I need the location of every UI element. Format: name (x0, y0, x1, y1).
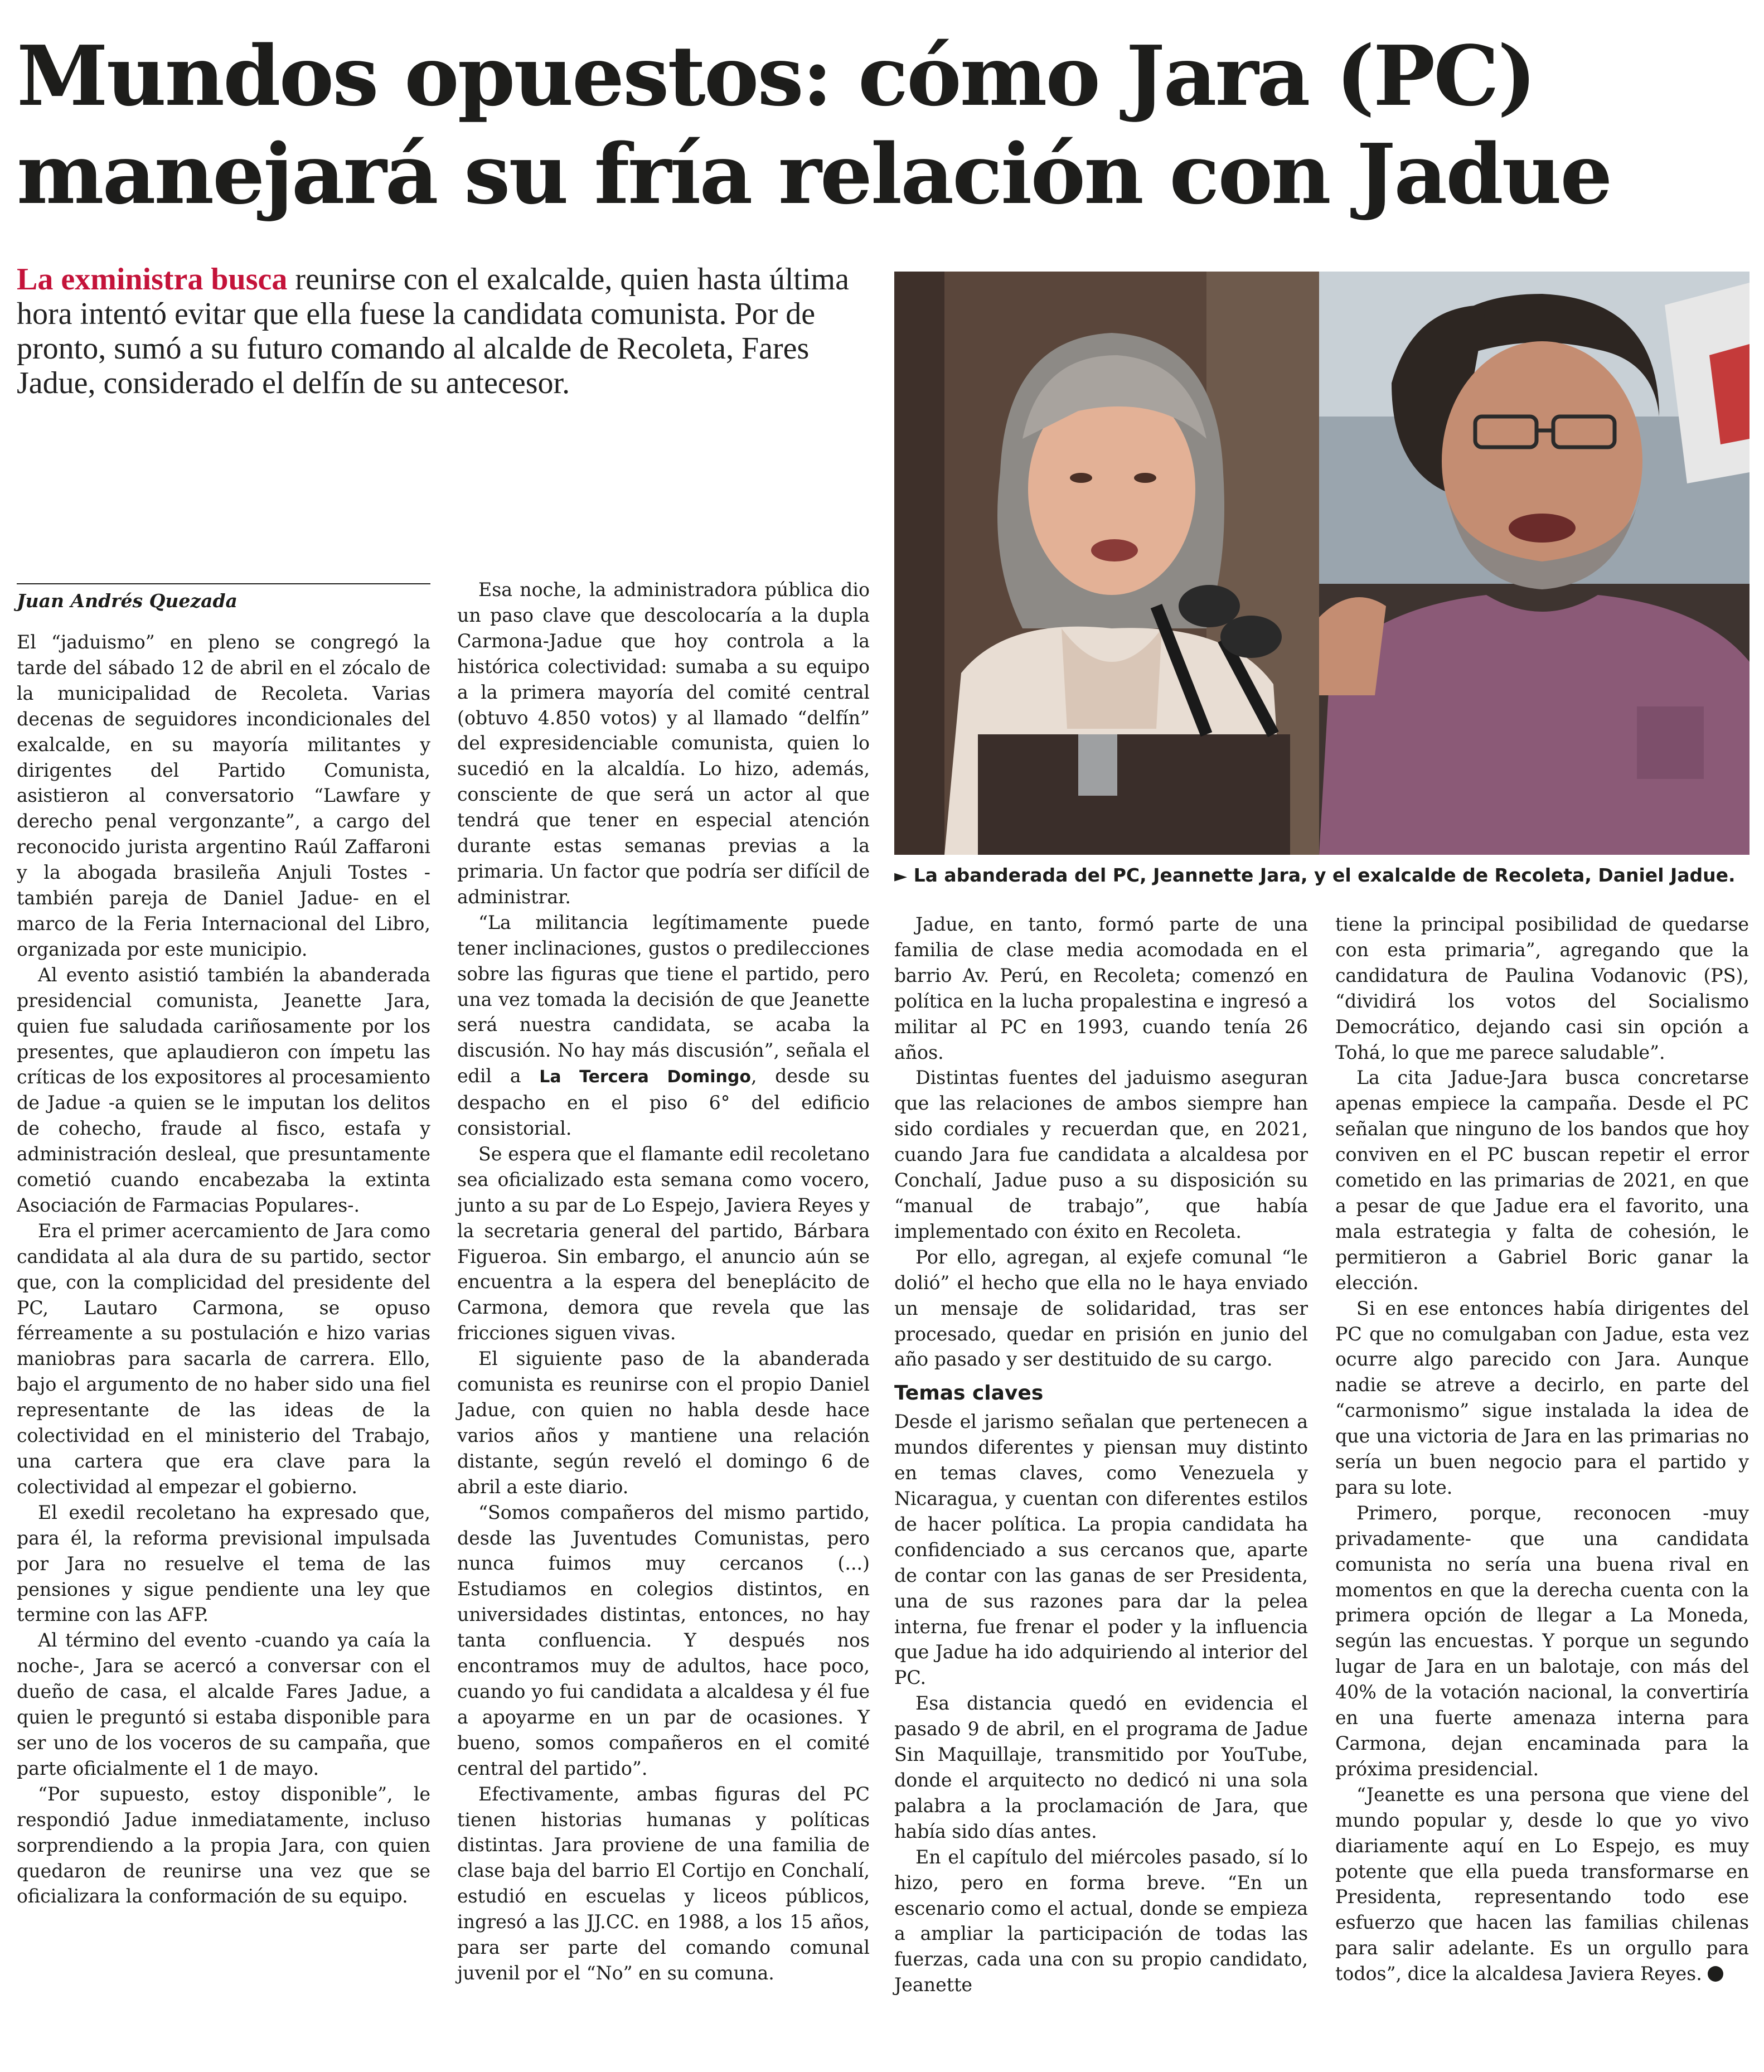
lead-text: reunirse con el exalcalde, quien hasta última hora intentó evitar que ella fuese la candidata comunista. Por de pronto, sumó a su futuro comando al alcalde de Recoleta, Fares Jadue, considerado el delfín de su antecesor. (17, 262, 849, 400)
headline-line-1: Mundos opuestos: cómo Jara (PC) (17, 27, 1535, 124)
jadue-illustration (1319, 272, 1750, 855)
body-paragraph (1335, 1782, 1749, 1987)
body-paragraph: Esa noche, la administradora pública dio un paso clave que descolocaría a la dupla Carmona-Jadue que hoy controla a la histórica colectividad: sumaba a su equipo a la primera mayoría del comité central (obtuvo 4.850 votos) y al llamado “delfín” del expresidenciable comunista, quien lo sucedió en la alcaldía. Lo hizo, además, consciente de que será un actor al que tendrá que tener en especial atención durante estas semanas previas a la primaria. Un factor que podría ser difícil de administrar. (457, 579, 870, 908)
body-paragraph: Jadue, en tanto, formó parte de una familia de clase media acomodada en el barrio Av. Perú, en Recoleta; comenzó en política en la lucha propalestina e ingresó a militar al PC en 1993, cuando tenía 26 años. (894, 913, 1308, 1063)
body-paragraph: tiene la principal posibilidad de quedarse con esta primaria”, agregando que la candidatura de Paulina Vodanovic (PS), “dividirá los votos del Socialismo Democrático, dejando casi sin opción a Tohá, lo que me parece saludable”. (1335, 913, 1749, 1063)
caption-text: La abanderada del PC, Jeannette Jara, y el exalcalde de Recoleta, Daniel Jadue. (913, 864, 1736, 886)
body-paragraph: Si en ese entonces había dirigentes del PC que no comulgaban con Jadue, esta vez ocurre algo parecido con Jara. Aunque nadie se atreve a decirlo, en parte del “carmonismo” sigue instalada la idea de que una victoria de Jara en las primarias no sería un buen negocio para el partido y para su lote. (1335, 1297, 1749, 1498)
body-paragraph: La cita Jadue-Jara busca concretarse apenas empiece la campaña. Desde el PC señalan que ninguno de los bandos que hoy conviven en el PC buscan repetir el error cometido en las primarias de 2021, en que a pesar de que Jadue era el favorito, una mala estrategia y falta de cohesión, le permitieron a Gabriel Boric ganar la elección. (1335, 1067, 1749, 1294)
body-paragraph: Al término del evento -cuando ya caía la noche-, Jara se acercó a conversar con el dueño de casa, el alcalde Fares Jadue, a quien le preguntó si estaba disponible para ser uno de los voceros de su campaña, que parte oficialmente el 1 de mayo. (17, 1629, 430, 1779)
body-paragraph: Primero, porque, reconocen -muy privadamente- que una candidata comunista no sería una buena rival en momentos en que la derecha cuenta con la primera opción de llegar a La Moneda, según las encuestas. Y porque un segundo lugar de Jara en un balotaje, con más del 40% de la votación nacional, la convertiría en una fuerte amenaza interna para Carmona, dejan encaminada para la próxima presidencial. (1335, 1502, 1749, 1780)
lead-paragraph (17, 262, 875, 400)
body-paragraph: Desde el jarismo señalan que pertenecen a mundos diferentes y piensan muy distinto en temas claves, como Venezuela y Nicaragua, y cuentan con diferentes estilos de hacer política. La propia candidata ha confidenciado a sus cercanos que, aparte de contar con las ganas de ser Presidenta, una de sus razones para dar la pelea interna, fue frenar el poder y la influencia que Jadue ha ido adquiriendo al interior del PC. (894, 1411, 1308, 1689)
quote-text: “La militancia legítimamente puede tener inclinaciones, gustos o predilecciones sobre las figuras que tiene el partido, pero una vez tomada la decisión de que Jeanette será nuestra candidata, se acaba la discusión. No hay más discusión”, señala el edil a (457, 911, 870, 1087)
byline: Juan Andrés Quezada (17, 590, 238, 612)
body-paragraph: “Por supuesto, estoy disponible”, le respondió Jadue inmediatamente, incluso sorprendiendo a la propia Jara, con quien quedaron de reunirse una vez que se oficializara la conformación de su equipo. (17, 1783, 430, 1908)
photo-jeannette-jara (894, 272, 1319, 855)
body-paragraph: Se espera que el flamante edil recoletano sea oficializado esta semana como vocero, junto a su par de Lo Espejo, Javiera Reyes y la secretaria general del partido, Bárbara Figueroa. Sin embargo, el anuncio aún se encuentra a la espera del beneplácito de Carmona, demora que revela que las fricciones siguen vivas. (457, 1142, 870, 1344)
body-paragraph: “Somos compañeros del mismo partido, desde las Juventudes Comunistas, pero nunca fuimos muy cercanos (...) Estudiamos en colegios distintos, en universidades distintas, entonces, no hay tanta confluencia. Y después nos encontramos muy de adultos, hace poco, cuando yo fui candidata a alcaldesa y él fue a apoyarme en un par de ocasiones. Y bueno, somos compañeros en el comité central del partido”. (457, 1501, 870, 1779)
closing-quote: “Jeanette es una persona que viene del mundo popular y, desde lo que yo vivo diariamente aquí en Lo Espejo, es muy potente que ella pueda transformarse en Presidenta, representando todo ese esfuerzo que hacen las familias chilenas para salir adelante. Es un orgullo para todos”, dice la alcaldesa Javiera Reyes. (1335, 1783, 1749, 1985)
body-paragraph: Efectivamente, ambas figuras del PC tienen historias humanas y políticas distintas. Jara proviene de una familia de clase baja del barrio El Cortijo en Conchalí, estudió en escuelas y liceos públicos, ingresó a las JJ.CC. en 1988, a los 15 años, para ser parte del comando comunal juvenil por el “No” en su comuna. (457, 1783, 870, 1984)
body-paragraph: Esa distancia quedó en evidencia el pasado 9 de abril, en el programa de Jadue Sin Maquillaje, transmitido por YouTube, donde el arquitecto no dedicó ni una sola palabra a la proclamación de Jara, que había sido días antes. (894, 1692, 1308, 1842)
body-paragraph: Distintas fuentes del jaduismo aseguran que las relaciones de ambos siempre han sido cordiales y recuerdan que, en 2021, cuando Jara fue candidata a alcaldesa por Conchalí, Jadue puso a su disposición su “manual de trabajo”, que había implementado con éxito en Recoleta. (894, 1067, 1308, 1242)
body-paragraph: En el capítulo del miércoles pasado, sí lo hizo, pero en forma breve. “En un escenario como el actual, donde se empieza a ampliar la participación de todas las fuerzas, cada una con su propio candidato, Jeanette (894, 1846, 1308, 1996)
body-paragraph: Era el primer acercamiento de Jara como candidata al ala dura de su partido, sector que, con la complicidad del presidente del PC, Lautaro Carmona, se opuso férreamente a su postulación e hizo varias maniobras para sacarla de carrera. Ello, bajo el argumento de no haber sido una fiel representante de las ideas de la colectividad en el ministerio del Trabajo, una cartera que era clave para la colectividad al empezar el gobierno. (17, 1219, 430, 1498)
body-paragraph: Por ello, agregan, al exjefe comunal “le dolió” el hecho que ella no le haya enviado un mensaje de solidaridad, tras ser procesado, quedar en prisión en junio del año pasado y ser destituido de su cargo. (894, 1246, 1308, 1371)
body-paragraph: El siguiente paso de la abanderada comunista es reunirse con el propio Daniel Jadue, con quien no habla desde hace varios años y mantiene una relación distante, según reveló el domingo 6 de abril a este diario. (457, 1348, 870, 1498)
body-paragraph: Al evento asistió también la abanderada presidencial comunista, Jeanette Jara, quien fue saludada cariñosamente por los presentes, que aplaudieron con ímpetu las críticas de los expositores al procesamiento de Jadue -a quien se le imputan los delitos de cohecho, fraude al fisco, estafa y administración desleal, que presuntamente cometió cuando encabezaba la extinta Asociación de Farmacias Populares-. (17, 964, 430, 1216)
column-3 (894, 912, 1308, 1998)
byline-rule (17, 583, 430, 584)
quote-text-end: , desde su despacho en el piso 6° del edificio consistorial. (457, 1065, 870, 1140)
caption-triangle-icon: ► (894, 866, 908, 886)
photo-daniel-jadue (1319, 272, 1750, 855)
column-4 (1335, 912, 1749, 1987)
photo-pair (894, 272, 1750, 855)
lead-kicker: La exministra busca (17, 262, 288, 297)
photo-caption (894, 863, 1753, 889)
body-paragraph (457, 910, 870, 1141)
body-paragraph: El exedil recoletano ha expresado que, para él, la reforma previsional impulsada por Jara no resuelve el tema de las pensiones y sigue pendiente una ley que termine con las AFP. (17, 1501, 430, 1626)
end-mark-icon (1708, 1966, 1723, 1982)
publication-name: La Tercera Domingo (539, 1067, 751, 1087)
headline-line-2: manejará su fría relación con Jadue (17, 125, 1611, 222)
subhead-temas-claves: Temas claves (894, 1382, 1044, 1405)
body-paragraph: El “jaduismo” en pleno se congregó la tarde del sábado 12 de abril en el zócalo de la municipalidad de Recoleta. Varias decenas de seguidores incondicionales del exalcalde, en su mayoría militantes y dirigentes del Partido Comunista, asistieron al conversatorio “Lawfare y derecho penal vergonzante”, a cargo del reconocido jurista argentino Raúl Zaffaroni y la abogada brasileña Anjuli Tostes -también pareja de Daniel Jadue- en el marco de la Feria Internacional del Libro, organizada por este municipio. (17, 631, 430, 960)
headline (17, 27, 1745, 223)
jara-illustration (894, 272, 1319, 855)
column-2 (457, 577, 870, 1986)
column-1 (17, 630, 430, 1909)
